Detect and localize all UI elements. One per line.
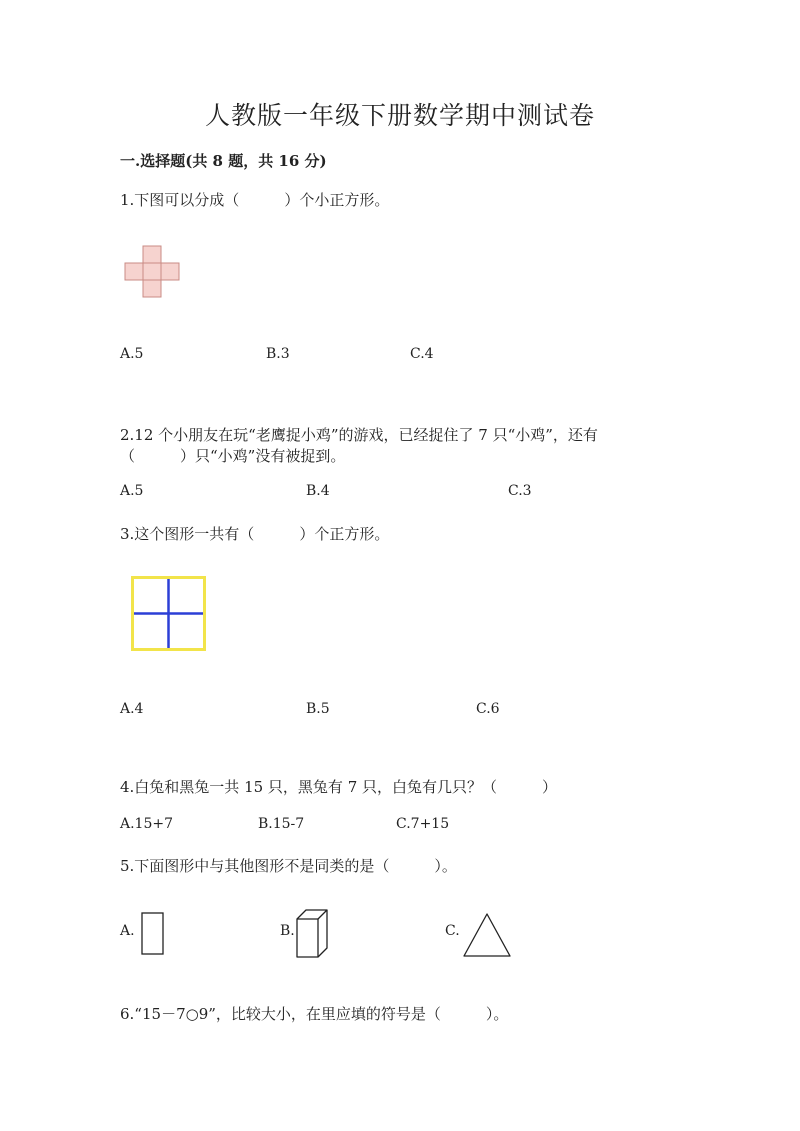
question-6-text: 6.“15－7○9”，比较大小，在里应填的符号是（ ）。	[120, 1005, 509, 1023]
question-2-text-line1: 2.12 个小朋友在玩“老鹰捉小鸡”的游戏，已经捉住了 7 只“小鸡”，还有	[120, 426, 598, 444]
q5-option-c[interactable]: C.	[445, 923, 460, 939]
question-2-text-line2: （ ）只“小鸡”没有被捉到。	[120, 447, 346, 465]
q3-option-a[interactable]: A.4	[120, 701, 144, 717]
cuboid-shape-icon	[296, 909, 330, 959]
triangle-shape-icon	[462, 912, 512, 958]
two-by-two-grid-figure-icon	[131, 576, 207, 652]
question-4-text: 4.白兔和黑兔一共 15 只，黑兔有 7 只，白兔有几只？（ ）	[120, 778, 558, 796]
page-title: 人教版一年级下册数学期中测试卷	[204, 101, 595, 130]
section-heading: 一.选择题(共 8 题，共 16 分)	[120, 152, 327, 170]
q4-option-b[interactable]: B.15-7	[258, 816, 305, 832]
q1-option-b[interactable]: B.3	[266, 346, 290, 362]
q2-option-c[interactable]: C.3	[508, 483, 532, 499]
q5-option-b[interactable]: B.	[280, 923, 295, 939]
q3-option-c[interactable]: C.6	[476, 701, 500, 717]
question-3-text: 3.这个图形一共有（ ）个正方形。	[120, 525, 390, 543]
question-1-text: 1.下图可以分成（ ）个小正方形。	[120, 191, 390, 209]
q5-option-a[interactable]: A.	[120, 923, 135, 939]
q4-option-a[interactable]: A.15+7	[120, 816, 174, 832]
cross-of-squares-figure-icon	[124, 245, 182, 299]
q4-option-c[interactable]: C.7+15	[396, 816, 450, 832]
q1-option-a[interactable]: A.5	[120, 346, 144, 362]
question-5-text: 5.下面图形中与其他图形不是同类的是（ ）。	[120, 857, 457, 875]
q2-option-b[interactable]: B.4	[306, 483, 330, 499]
q1-option-c[interactable]: C.4	[410, 346, 434, 362]
rectangle-shape-icon	[141, 912, 165, 956]
q2-option-a[interactable]: A.5	[120, 483, 144, 499]
q3-option-b[interactable]: B.5	[306, 701, 330, 717]
